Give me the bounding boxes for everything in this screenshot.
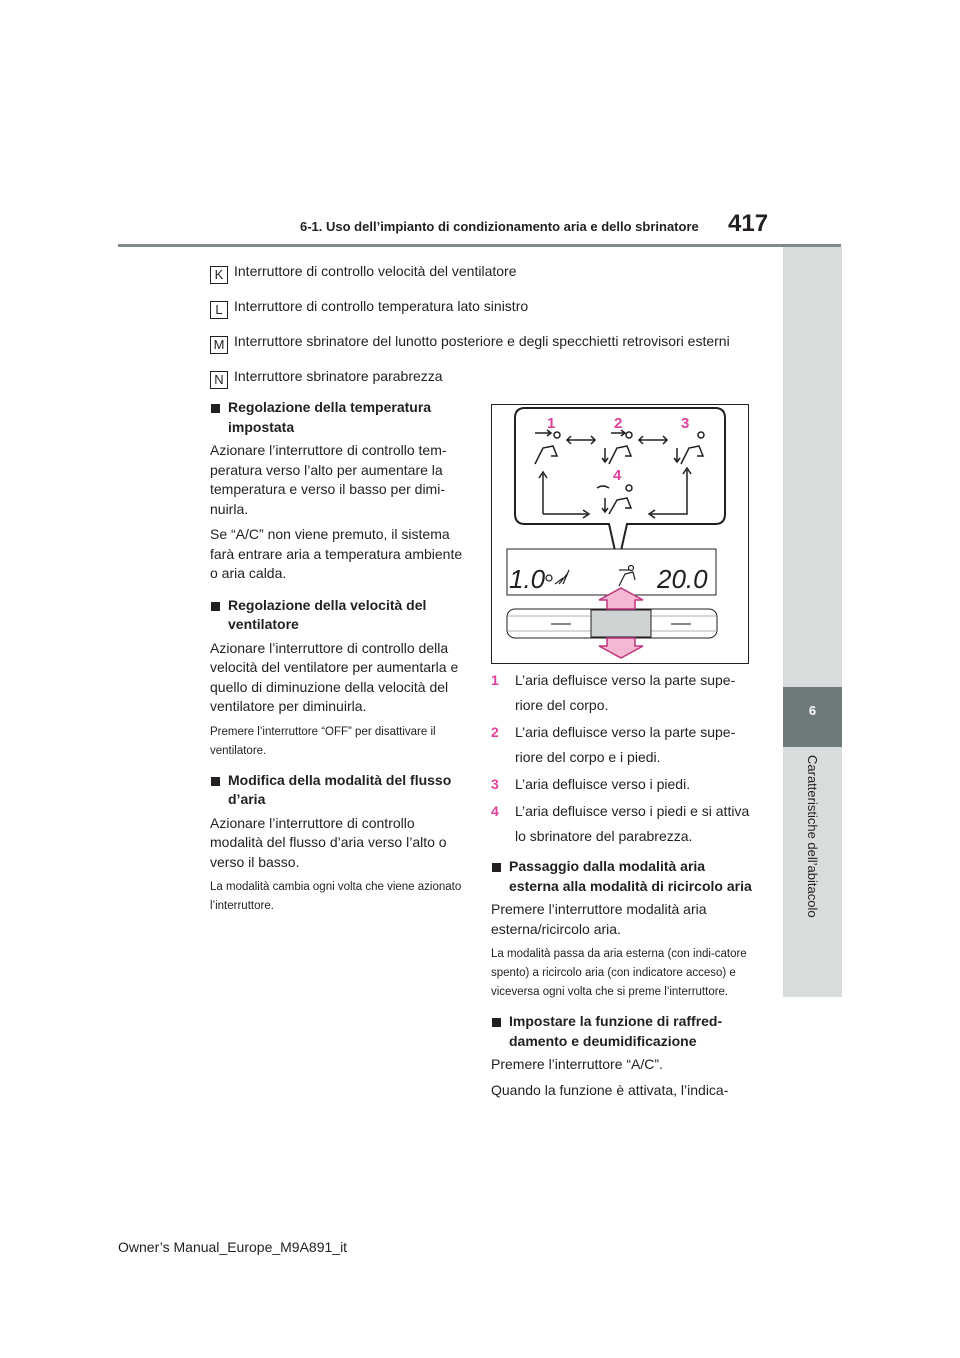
mode-text: L’aria defluisce verso la parte supe-riore del corpo. bbox=[515, 672, 736, 713]
legend-text: Interruttore di controllo temperatura lato sinistro bbox=[234, 298, 529, 314]
mode-item-4 bbox=[491, 799, 753, 849]
legend-key: M bbox=[210, 336, 228, 354]
flow-note: La modalità cambia ogni volta che viene azionato l’interruttore. bbox=[210, 881, 462, 912]
legend-item-n bbox=[210, 367, 443, 389]
legend-key: N bbox=[210, 371, 228, 389]
mode-text: L’aria defluisce verso la parte supe-riore del corpo e i piedi. bbox=[515, 724, 736, 765]
ac-heading: Impostare la funzione di raffred-damento e deumidificazione bbox=[491, 1012, 753, 1051]
recirc-note: La modalità passa da aria esterna (con indi-catore spento) a ricircolo aria (con indicatore acceso) e viceversa ogni volta che si preme l’interruttore. bbox=[491, 948, 747, 998]
side-tab-upper bbox=[783, 247, 842, 687]
legend-key: L bbox=[210, 301, 228, 319]
chapter-label-text: Caratteristiche dell’abitacolo bbox=[805, 755, 820, 918]
legend-item-k bbox=[210, 262, 516, 284]
display-right-value: 20.0 bbox=[657, 564, 708, 594]
fan-text: Azionare l’interruttore di controllo della velocità del ventilatore per aumentarla e quello di diminuzione della velocità del ventilatore per diminuirla. bbox=[210, 639, 459, 714]
mode-label-4: 4 bbox=[613, 467, 622, 484]
temp-text-2: Se “A/C” non viene premuto, il sistema farà entrare aria a temperatura ambiente o aria calda. bbox=[210, 526, 463, 581]
legend-text: Interruttore sbrinatore del lunotto posteriore e degli specchietti retrovisori esterni bbox=[234, 333, 730, 349]
flow-text: Azionare l’interruttore di controllo modalità del flusso d’aria verso l’alto o verso il basso. bbox=[210, 814, 447, 870]
recirc-text: Premere l’interruttore modalità aria esterna/ricircolo aria. bbox=[491, 901, 707, 937]
temp-heading: Regolazione della temperatura impostata bbox=[210, 398, 466, 437]
mode-item-3 bbox=[491, 772, 753, 797]
mode-label-3: 3 bbox=[681, 415, 690, 432]
fan-heading: Regolazione della velocità del ventilatore bbox=[210, 596, 466, 635]
legend-text: Interruttore di controllo velocità del ventilatore bbox=[234, 263, 517, 279]
chapter-label bbox=[805, 755, 821, 995]
section-title: 6-1. Uso dell’impianto di condizionamento aria e dello sbrinatore bbox=[300, 219, 699, 234]
legend-key: K bbox=[210, 266, 228, 284]
recirc-heading: Passaggio dalla modalità aria esterna alla modalità di ricircolo aria bbox=[491, 857, 753, 896]
airflow-diagram bbox=[491, 404, 749, 664]
header-divider bbox=[118, 244, 841, 247]
page-number: 417 bbox=[728, 210, 769, 237]
flow-heading: Modifica della modalità del flusso d’aria bbox=[210, 771, 466, 810]
mode-switch[interactable] bbox=[591, 610, 651, 637]
mode-number: 2 bbox=[491, 724, 499, 740]
fan-note: Premere l’interruttore “OFF” per disattivare il ventilatore. bbox=[210, 725, 436, 757]
display-left-value: 1.0 bbox=[509, 564, 546, 594]
right-column bbox=[491, 668, 753, 1106]
mode-text: L’aria defluisce verso i piedi. bbox=[515, 776, 691, 792]
airflow-mode-figure bbox=[491, 404, 749, 664]
legend-item-l bbox=[210, 297, 528, 319]
mode-label-1: 1 bbox=[547, 415, 556, 432]
temp-text-1: Azionare l’interruttore di controllo tem-peratura verso l’alto per aumentare la temperatura e verso il basso per dimi-nuirla. bbox=[210, 442, 447, 517]
ac-text-2: Quando la funzione è attivata, l’indica- bbox=[491, 1081, 729, 1098]
legend-text: Interruttore sbrinatore parabrezza bbox=[234, 368, 443, 384]
chapter-number-tab: 6 bbox=[783, 687, 842, 747]
mode-text: L’aria defluisce verso i piedi e si attiva lo sbrinatore del parabrezza. bbox=[515, 803, 750, 844]
legend-item-m bbox=[210, 332, 730, 354]
mode-number: 1 bbox=[491, 672, 499, 688]
mode-item-2 bbox=[491, 720, 753, 770]
footer-text: Owner’s Manual_Europe_M9A891_it bbox=[118, 1239, 348, 1255]
mode-number: 4 bbox=[491, 803, 499, 819]
mode-label-2: 2 bbox=[614, 415, 623, 432]
mode-item-1 bbox=[491, 668, 753, 718]
left-column bbox=[210, 398, 466, 926]
mode-number: 3 bbox=[491, 776, 499, 792]
ac-text-1: Premere l’interruttore “A/C”. bbox=[491, 1056, 663, 1072]
